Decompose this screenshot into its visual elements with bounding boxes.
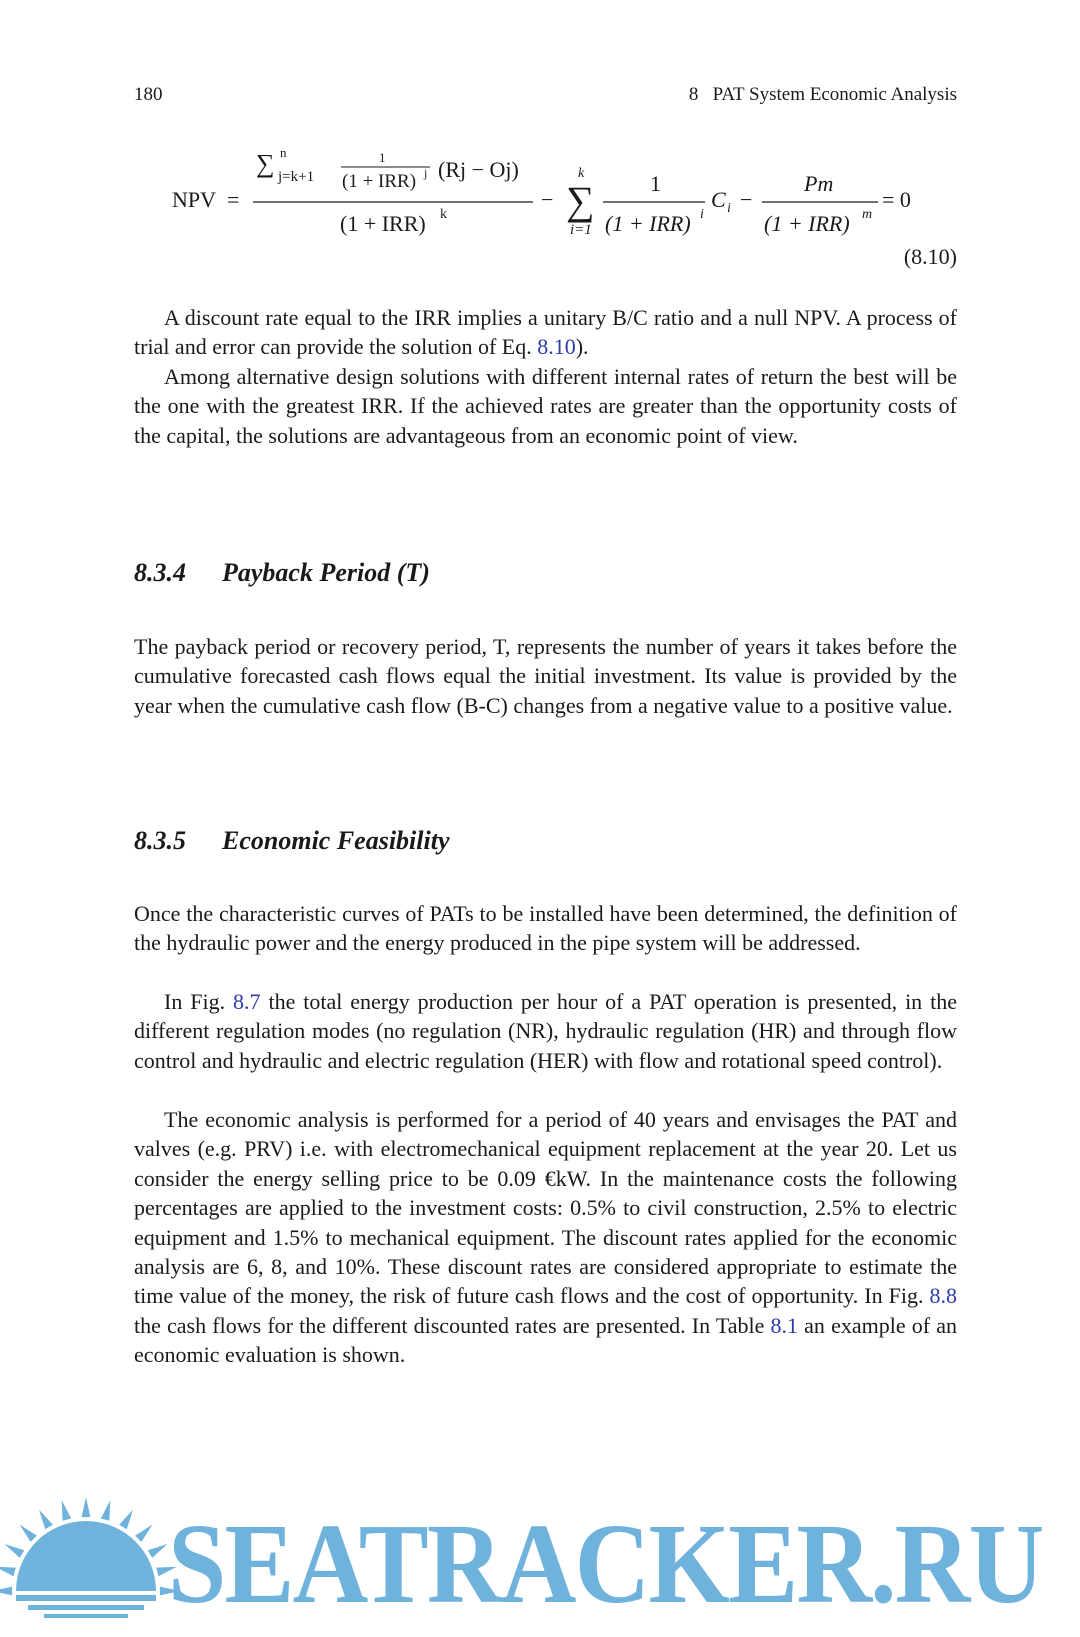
eq-one-2: 1 (650, 171, 661, 196)
eq-rj-oj: (Rj − Oj) (438, 157, 519, 182)
eq-sigma-1: ∑ (256, 149, 275, 178)
eq-minus-1: − (541, 187, 554, 212)
paragraph-irr-discount: A discount rate equal to the IRR implies a unitary B/C ratio and a null NPV. A process of trial and error can provide the solution of Eq. 8.10). (134, 305, 957, 360)
paragraph-economic-analysis: The economic analysis is performed for a period of 40 years and envisages the PAT and valves (e.g. PRV) i.e. with electromechanical equipment replacement at the year 20. Let us consider the energy selling price to be 0.09 €kW. In the maintenance costs the following percentages are applied to the investment costs: 0.5% to civil construction, 2.5% to electric equipment and 1.5% to mechanical equipment. The discount rates applied for the economic analysis are 6, 8, and 10%. These discount rates are considered appropriate to estimate the time value of the money, the risk of future cash flows and the cost of opportunity. In Fig. 8.8 the cash flows for the different discounted rates are presented. In Table 8.1 an example of an economic evaluation is shown. (134, 1107, 957, 1368)
paragraph-payback: The payback period or recovery period, T, represents the number of years it takes before the cumulative forecasted cash flows equal the initial investment. Its value is provided by the year when the cumulative cash flow (B-C) changes from a negative value to a positive value. (134, 634, 957, 718)
eq-sum1-sup: n (280, 145, 287, 160)
eq-minus-2: − (740, 187, 753, 212)
eq-npv: NPV (172, 187, 217, 212)
sun-ray (148, 1544, 168, 1558)
paragraph-fig-8-7: In Fig. 8.7 the total energy production per hour of a PAT operation is presented, in the different regulation modes (no regulation (NR), hydraulic regulation (HR) and through flow control and hydraulic and electric regulation (HER) with flow and rotational speed control). (134, 989, 957, 1073)
eq-exp-m: m (862, 207, 873, 222)
section-heading-8-3-5 (134, 826, 450, 856)
sun-ray (119, 1510, 133, 1530)
eq-ci-sub: i (727, 201, 731, 216)
eq-denominator: (1 + IRR) (340, 211, 426, 236)
eq-zero: = 0 (882, 187, 911, 212)
eq-exp-k: k (440, 207, 447, 222)
running-header-chapter: 8 PAT System Economic Analysis (688, 84, 957, 105)
sun-ray (101, 1500, 111, 1521)
sun-ray (62, 1500, 71, 1521)
eq-link-8-10[interactable]: 8.10 (537, 334, 576, 360)
watermark-text: SEATRACKER.RU (168, 1500, 1043, 1627)
fig-link-8-7[interactable]: 8.7 (233, 989, 261, 1014)
sun-ray (20, 1525, 37, 1542)
section-title: Payback Period (T) (222, 558, 430, 587)
sun-ray (0, 1587, 12, 1596)
section-number: 8.3.4 (134, 558, 186, 587)
sun-ray (135, 1525, 152, 1542)
section-heading-8-3-4 (134, 558, 430, 588)
table-link-8-1[interactable]: 8.1 (770, 1312, 799, 1338)
sun-ray (82, 1497, 91, 1517)
page-number: 180 (134, 84, 163, 105)
npv-equation (0, 140, 1080, 280)
eq-sigma-2: ∑ (566, 178, 595, 223)
section-title: Economic Feasibility (222, 826, 450, 855)
sun-ray (39, 1510, 53, 1530)
eq-den-2: (1 + IRR) (605, 211, 691, 236)
sun-ray (0, 1567, 16, 1577)
eq-sum2-sup: k (578, 166, 585, 181)
eq-sum2-sub: i=1 (570, 222, 592, 238)
eq-inner-den: (1 + IRR) (342, 171, 417, 192)
section-number: 8.3.5 (134, 826, 186, 855)
equation-number: (8.10) (903, 244, 957, 269)
eq-pm: Pm (804, 171, 834, 196)
eq-inner-one: 1 (379, 150, 386, 165)
eq-inner-exp: j (424, 166, 428, 180)
eq-equals: = (227, 187, 240, 212)
paragraph-alternative-designs: Among alternative design solutions with different internal rates of return the best will be the one with the greatest IRR. If the achieved rates are greater than the opportunity costs of the capital, the solutions are advantageous from an economic point of view. (134, 364, 957, 448)
eq-sum1-sub: j=k+1 (278, 169, 315, 185)
sun-ray (5, 1544, 25, 1558)
eq-exp-i: i (700, 207, 704, 222)
paragraph-feasibility-intro: Once the characteristic curves of PATs to be installed have been determined, the definition of the hydraulic power and the energy produced in the pipe system will be addressed. (134, 901, 957, 956)
eq-ci: C (711, 187, 726, 212)
eq-den-3: (1 + IRR) (764, 211, 850, 236)
fig-link-8-8[interactable]: 8.8 (929, 1283, 957, 1309)
